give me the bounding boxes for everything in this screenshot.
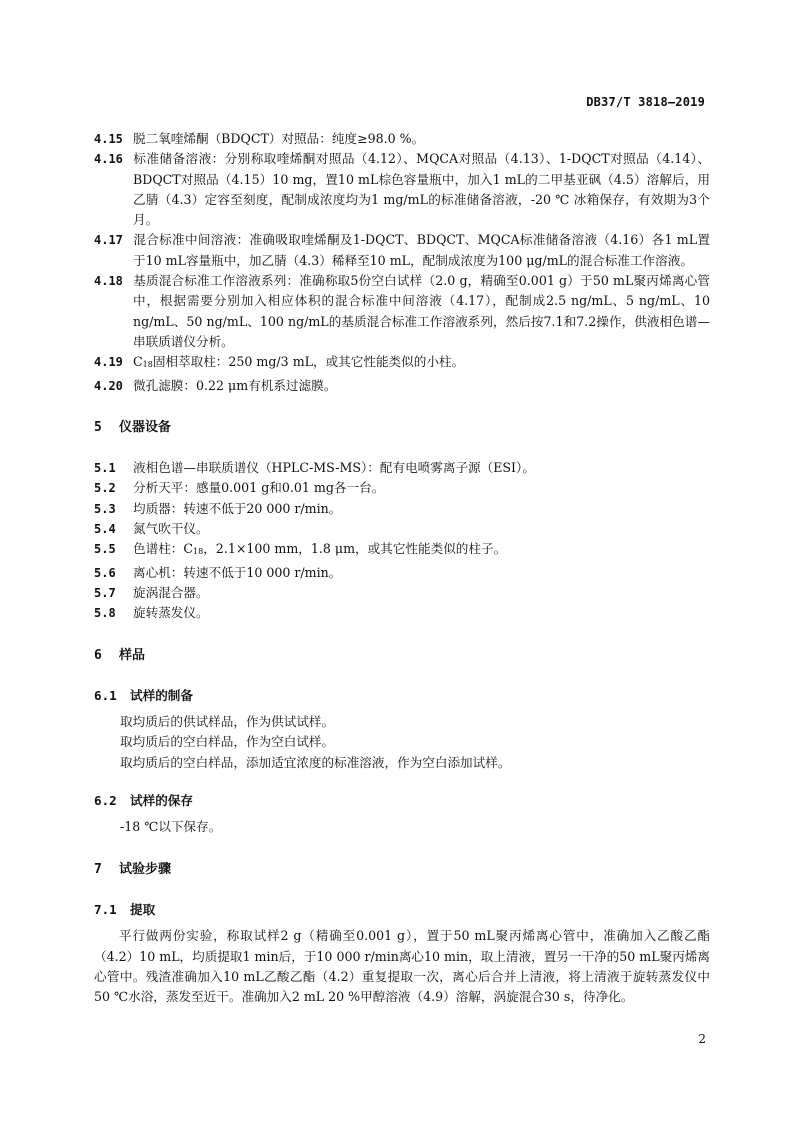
item-number: 5.4 <box>94 522 116 537</box>
item-text: 混合标准中间溶液：准确吸取喹烯酮及1-DQCT、BDQCT、MQCA标准储备溶液（4.16）各1 mL置于10 mL容量瓶中，加乙腈（4.3）稀释至10 mL，配制成浓度为100 μg/mL的混合标准工作溶液。 <box>133 232 710 268</box>
subsection-heading <box>94 686 710 706</box>
item-text: 脱二氧喹烯酮（BDQCT）对照品：纯度≥98.0 %。 <box>133 131 425 146</box>
list-item <box>94 230 710 271</box>
item-text: 标准储备溶液：分别称取喹烯酮对照品（4.12）、MQCA对照品（4.13）、1-DQCT对照品（4.14）、BDQCT对照品（4.15）10 mg，置10 mL棕色容量瓶中，加入1 mL的二甲基亚砜（4.5）溶解后，用乙腈（4.3）定容至刻度，配制成浓度均为1 mg/mL的标准储备溶液，-20 ℃ 冰箱保存，有效期为3个月。 <box>133 151 710 228</box>
item-number: 5.7 <box>94 585 116 600</box>
item-number: 5.2 <box>94 481 116 496</box>
item-number: 5.8 <box>94 606 116 621</box>
list-item <box>94 478 710 498</box>
section-heading <box>94 860 710 880</box>
subsection-title: 试样的制备 <box>130 687 193 703</box>
subsection-number: 6.1 <box>94 687 117 703</box>
section-number: 5 <box>94 419 102 435</box>
subsection-number: 7.1 <box>94 901 117 917</box>
item-number: 5.6 <box>94 565 116 580</box>
list-item <box>94 271 710 352</box>
item-text: 液相色谱—串联质谱仪（HPLC-MS-MS）：配有电喷雾离子源（ESI）。 <box>133 460 535 476</box>
item-number: 4.16 <box>94 152 123 167</box>
list-item <box>94 129 710 149</box>
list-item <box>94 563 710 583</box>
paragraph: 平行做两份实验，称取试样2 g（精确至0.001 g），置于50 mL聚丙烯离心管中，准确加入乙酸乙酯（4.2）10 mL，均质提取1 min后，于10 000 r/min离心10 min，取上清液，置另一干净的50 mL聚丙烯离心管中。残渣准确加入10 mL乙酸乙酯（4.2）重复提取一次，离心后合并上清液，将上清液于旋转蒸发仪中50 ℃水浴，蒸发至近干。准确加入2 mL 20 %甲醇溶液（4.9）溶解，涡旋混合30 s，待净化。 <box>94 928 710 1005</box>
list-item <box>94 352 710 375</box>
section-number: 7 <box>94 861 102 877</box>
section-title: 试验步骤 <box>119 861 172 877</box>
item-text: 旋涡混合器。 <box>133 584 209 600</box>
item-text: ，2.1×100 mm，1.8 μm，或其它性能类似的柱子。 <box>203 541 507 557</box>
list-item <box>94 458 710 478</box>
item-number: 5.1 <box>94 461 116 476</box>
list-item <box>94 583 710 603</box>
item-number: 4.15 <box>94 132 123 146</box>
subscript: 18 <box>142 360 153 370</box>
section-heading <box>94 418 710 438</box>
item-text: 均质器：转速不低于20 000 r/min。 <box>133 500 342 516</box>
paragraph-line: 取均质后的空白样品，添加适宜浓度的标准溶液，作为空白添加试样。 <box>120 754 511 770</box>
subscript: 18 <box>193 547 204 557</box>
subsection-heading <box>94 900 710 920</box>
list-item <box>94 376 710 396</box>
item-text: 离心机：转速不低于10 000 r/min。 <box>133 564 342 580</box>
paragraph-line: 取均质后的空白样品，作为空白试样。 <box>120 734 335 750</box>
section-title: 仪器设备 <box>119 419 172 435</box>
item-text: 分析天平：感量0.001 g和0.01 mg各一台。 <box>133 480 385 496</box>
page-number: 2 <box>698 1032 706 1046</box>
paragraph-line: -18 ℃以下保存。 <box>120 819 222 835</box>
item-number: 4.19 <box>94 355 123 370</box>
section-number: 6 <box>94 647 102 663</box>
item-prefix: 色谱柱：C <box>133 541 194 557</box>
item-number: 4.17 <box>94 233 123 248</box>
list-item <box>94 149 710 230</box>
item-text: 旋转蒸发仪。 <box>133 605 209 621</box>
item-text: 基质混合标准工作溶液系列：准确称取5份空白试样（2.0 g，精确至0.001 g）于50 mL聚丙烯离心管中，根据需要分别加入相应体积的混合标准中间溶液（4.17），配制成2.5 ng/mL、5 ng/mL、10 ng/mL、50 ng/mL、100 ng/mL的基质混合标准工作溶液系列，然后按7.1和7.2操作，供液相色谱—串联质谱仪分析。 <box>133 273 710 349</box>
section-heading <box>94 646 710 666</box>
subsection-title: 提取 <box>130 901 156 917</box>
subsection-number: 6.2 <box>94 793 117 809</box>
list-item <box>94 603 710 623</box>
item-text: 微孔滤膜：0.22 μm有机系过滤膜。 <box>133 377 337 393</box>
list-item <box>94 539 710 562</box>
subsection-heading <box>94 791 710 811</box>
item-number: 5.5 <box>94 542 116 557</box>
item-text: 氮气吹干仪。 <box>133 521 209 537</box>
list-item <box>94 499 710 519</box>
content <box>94 129 710 1007</box>
item-number: 4.18 <box>94 274 123 289</box>
item-prefix: C <box>133 354 143 370</box>
paragraph-line: 取均质后的供试样品，作为供试试样。 <box>120 714 335 730</box>
list-item <box>94 519 710 539</box>
subsection-title: 试样的保存 <box>130 793 193 809</box>
item-text: 固相萃取柱：250 mg/3 mL，或其它性能类似的小柱。 <box>152 354 465 370</box>
item-number: 4.20 <box>94 378 123 393</box>
doc-number: DB37/T 3818—2019 <box>586 95 705 109</box>
section-title: 样品 <box>119 647 146 663</box>
item-number: 5.3 <box>94 501 116 516</box>
